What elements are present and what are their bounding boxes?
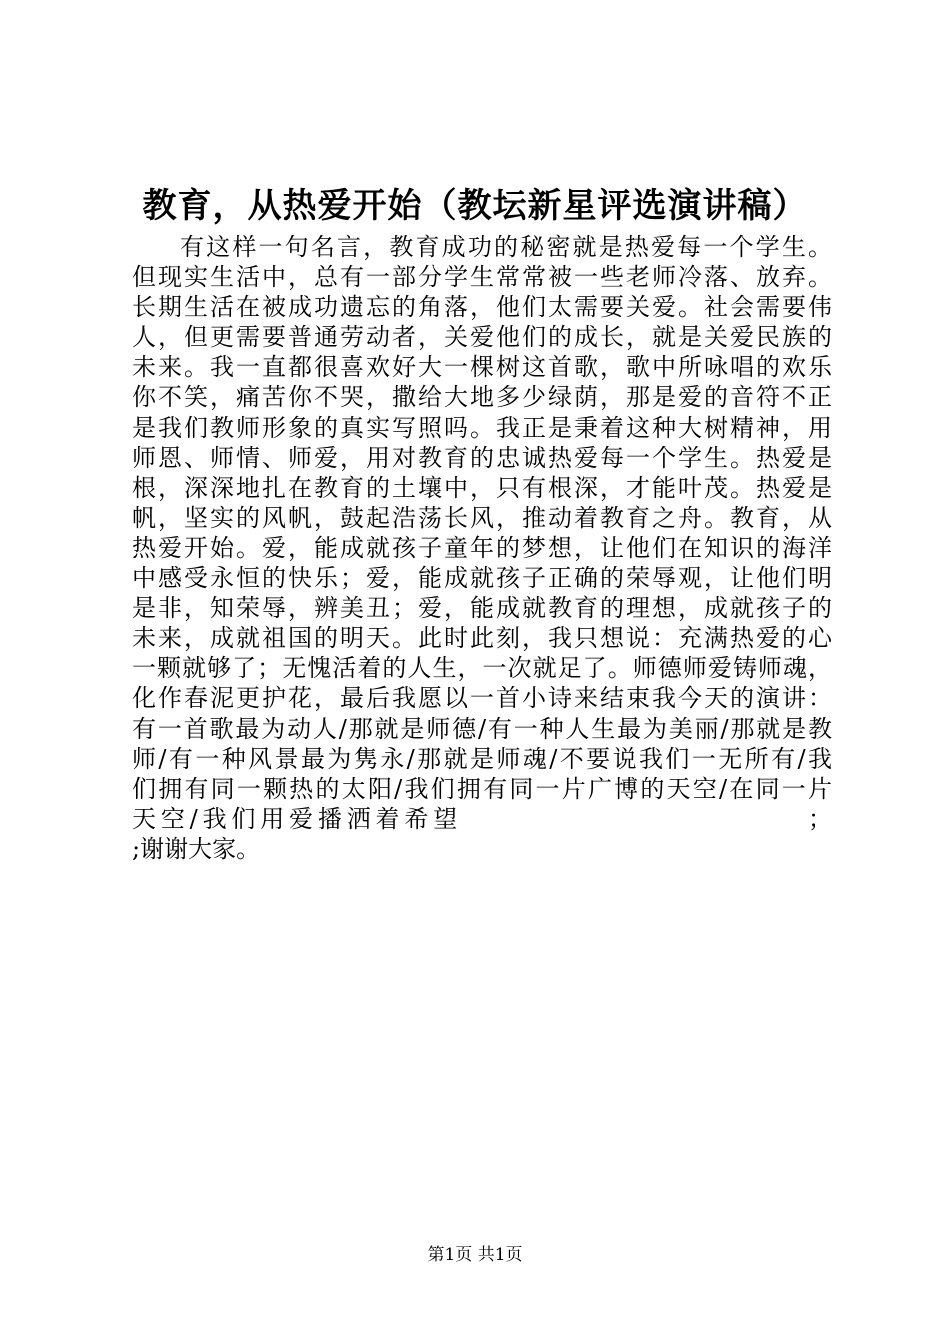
- text-line: 一颗就够了；无愧活着的人生，一次就足了。师德师爱铸师魂，: [132, 654, 832, 683]
- speech-body: [132, 232, 832, 864]
- text-line: 师/有一种风景最为隽永/那就是师魂/不要说我们一无所有/我: [132, 744, 832, 773]
- text-line: 有这样一句名言，教育成功的秘密就是热爱每一个学生。: [180, 233, 832, 261]
- text-line: 化作春泥更护花，最后我愿以一首小诗来结束我今天的演讲：: [132, 684, 832, 713]
- text-line: 们拥有同一颗热的太阳/我们拥有同一片广博的天空/在同一片: [132, 774, 832, 803]
- document-title: 教育，从热爱开始（教坛新星评选演讲稿）: [142, 186, 808, 226]
- text-line: 是非，知荣辱，辨美丑；爱，能成就教育的理想，成就孩子的: [132, 594, 832, 623]
- text-line: 中感受永恒的快乐；爱，能成就孩子正确的荣辱观，让他们明: [132, 564, 832, 593]
- text-line: 未来，成就祖国的明天。此时此刻，我只想说：充满热爱的心: [132, 624, 832, 653]
- text-line: 长期生活在被成功遗忘的角落，他们太需要关爱。社会需要伟: [132, 293, 832, 322]
- text-line: 你不笑，痛苦你不哭，撒给大地多少绿荫，那是爱的音符不正: [132, 383, 832, 412]
- text-line: 未来。我一直都很喜欢好大一棵树这首歌，歌中所咏唱的欢乐: [132, 353, 832, 382]
- page-number-footer: 第1页 共1页: [427, 1245, 523, 1265]
- text-line: ;谢谢大家。: [132, 834, 261, 863]
- text-line: 根，深深地扎在教育的土壤中，只有根深，才能叶茂。热爱是: [132, 473, 832, 502]
- text-line: 帆，坚实的风帆，鼓起浩荡长风，推动着教育之舟。教育，从: [132, 503, 832, 532]
- text-line: 人，但更需要普通劳动者，关爱他们的成长，就是关爱民族的: [132, 323, 832, 352]
- text-line: 但现实生活中，总有一部分学生常常被一些老师冷落、放弃。: [132, 263, 832, 292]
- text-line: 有一首歌最为动人/那就是师德/有一种人生最为美丽/那就是教: [132, 714, 832, 743]
- text-line: 是我们教师形象的真实写照吗。我正是秉着这种大树精神，用: [132, 413, 832, 442]
- text-line: 天空/我们用爱播洒着希望 ；: [132, 804, 832, 833]
- text-line: 师恩、师情、师爱，用对教育的忠诚热爱每一个学生。热爱是: [132, 443, 832, 472]
- text-line: 热爱开始。爱，能成就孩子童年的梦想，让他们在知识的海洋: [132, 533, 832, 562]
